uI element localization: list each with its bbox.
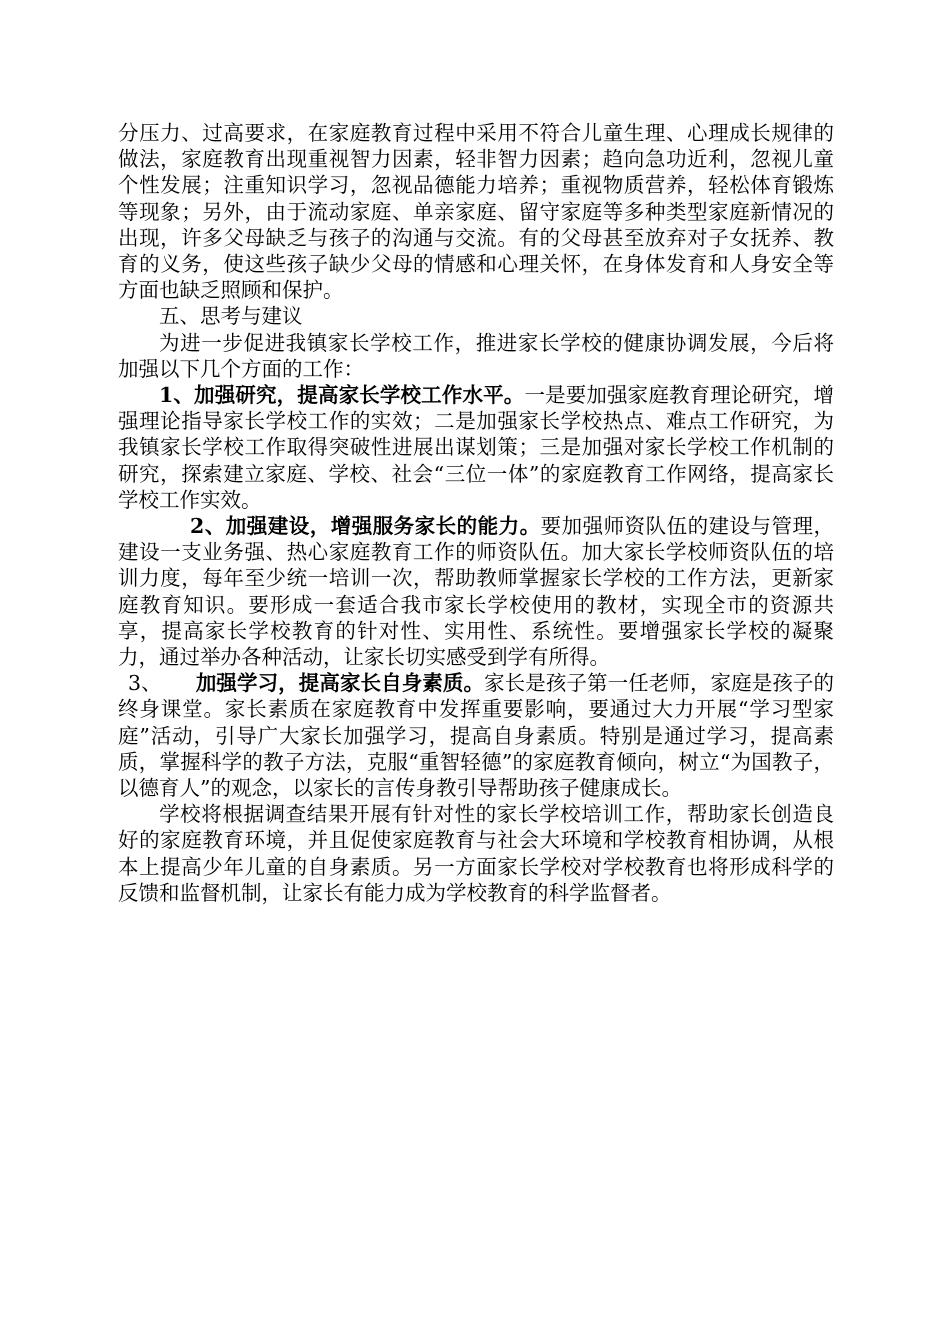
paragraph-intro: 为进一步促进我镇家长学校工作，推进家长学校的健康协调发展，今后将加强以下几个方面的工作： [118,330,834,381]
list-item-2-title: 2、加强建设，增强服务家长的能力。 [190,514,541,539]
list-item-3 [118,670,834,801]
document-body [118,120,834,906]
list-item-1 [118,382,834,513]
paragraph-conclusion: 学校将根据调查结果开展有针对性的家长学校培训工作，帮助家长创造良好的家庭教育环境，并且促使家庭教育与社会大环境和学校教育相协调，从根本上提高少年儿童的自身素质。另一方面家长学校对学校教育也将形成科学的反馈和监督机制，让家长有能力成为学校教育的科学监督者。 [118,802,834,905]
list-item-1-title: 1、加强研究，提高家长学校工作水平。 [159,383,525,408]
section-heading-five: 五、思考与建议 [159,304,303,329]
list-item-3-title: 加强学习，提高家长自身素质。 [195,671,485,696]
paragraph-continuation: 分压力、过高要求，在家庭教育过程中采用不符合儿童生理、心理成长规律的做法，家庭教育出现重视智力因素，轻非智力因素；趋向急功近利，忽视儿童个性发展；注重知识学习，忽视品德能力培养；重视物质营养，轻松体育锻炼等现象；另外，由于流动家庭、单亲家庭、留守家庭等多种类型家庭新情况的出现，许多父母缺乏与孩子的沟通与交流。有的父母甚至放弃对子女抚养、教育的义务，使这些孩子缺少父母的情感和心理关怀，在身体发育和人身安全等方面也缺乏照顾和保护。 [118,121,834,303]
list-item-3-body: 家长是孩子第一任老师，家庭是孩子的终身课堂。家长素质在家庭教育中发挥重要影响，要通过大力开展“学习型家庭”活动，引导广大家长加强学习，提高自身素质。特别是通过学习，提高素质，掌握科学的教子方法，克服“重智轻德”的家庭教育倾向，树立“为国教子，以德育人”的观念，以家长的言传身教引导帮助孩子健康成长。 [118,671,835,801]
list-item-3-number: 3、 [128,671,162,696]
list-item-2 [118,513,834,670]
list-item-2-body: 要加强师资队伍的建设与管理，建设一支业务强、热心家庭教育工作的师资队伍。加大家长学校师资队伍的培训力度，每年至少统一培训一次，帮助教师掌握家长学校的工作方法，更新家庭教育知识。要形成一套适合我市家长学校使用的教材，实现全市的资源共享，提高家长学校教育的针对性、实用性、系统性。要增强家长学校的凝聚力，通过举办各种活动，让家长切实感受到学有所得。 [118,514,835,670]
list-item-1-body: 一是要加强家庭教育理论研究，增强理论指导家长学校工作的实效；二是加强家长学校热点、难点工作研究，为我镇家长学校工作取得突破性进展出谋划策；三是加强对家长学校工作机制的研究，探索建立家庭、学校、社会“三位一体”的家庭教育工作网络，提高家长学校工作实效。 [118,383,835,512]
